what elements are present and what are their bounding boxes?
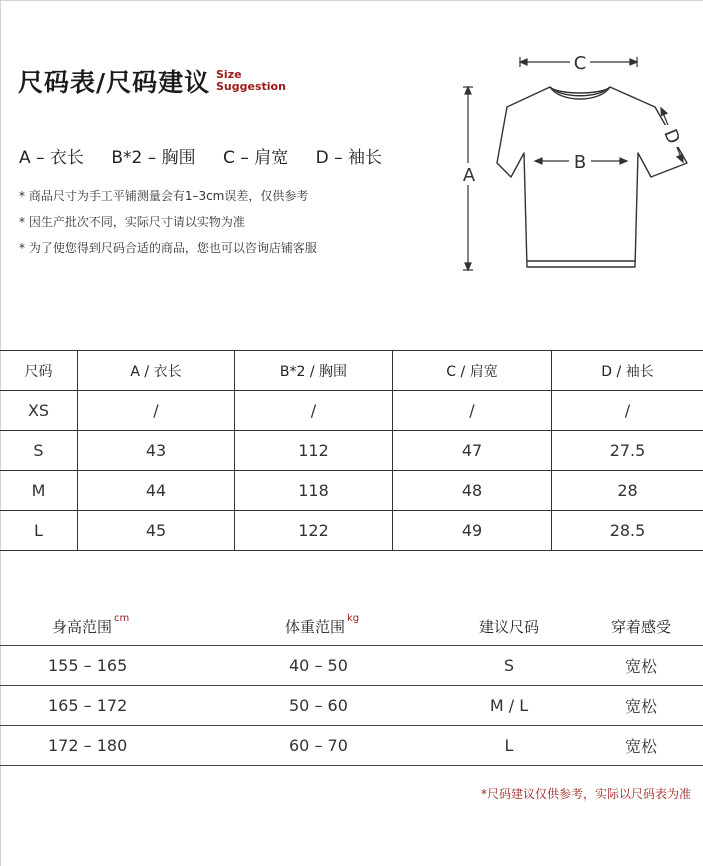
- note-item: * 商品尺寸为手工平铺测量会有1–3cm误差，仅供参考: [19, 189, 309, 203]
- table-cell: 50 – 60: [207, 686, 439, 726]
- page-title-english: [216, 69, 286, 93]
- table-cell: M: [0, 471, 78, 511]
- table-cell: S: [439, 646, 579, 686]
- header-height: 身高范围: [52, 617, 113, 636]
- legend-b: B*2 – 胸围: [111, 148, 196, 168]
- page-border-top: [0, 0, 703, 1]
- table-cell: L: [439, 726, 579, 766]
- table-cell: 宽松: [579, 646, 703, 686]
- header-cell: 建议尺码: [439, 607, 579, 646]
- header-cell: [0, 607, 207, 646]
- tshirt-diagram: [455, 45, 695, 280]
- unit-kg: kg: [347, 612, 360, 624]
- table-cell: 112: [235, 431, 393, 471]
- table-cell: 165 – 172: [0, 686, 207, 726]
- table-cell: 49: [393, 511, 552, 551]
- table-cell: 172 – 180: [0, 726, 207, 766]
- header-weight: 体重范围: [285, 617, 346, 636]
- notes-list: [19, 187, 317, 265]
- size-table: [0, 350, 703, 551]
- table-cell: L: [0, 511, 78, 551]
- title-en-line1: Size: [216, 68, 242, 81]
- header-cell: B*2 / 胸围: [235, 351, 393, 391]
- table-cell: /: [552, 391, 703, 431]
- footnote: *尺码建议仅供参考，实际以尺码表为准: [480, 787, 691, 801]
- table-row: [0, 391, 703, 431]
- page-title: 尺码表/尺码建议: [18, 68, 211, 97]
- table-cell: 宽松: [579, 686, 703, 726]
- table-row: [0, 431, 703, 471]
- table-row: [0, 726, 703, 766]
- title-en-line2: Suggestion: [216, 80, 286, 93]
- table-cell: 118: [235, 471, 393, 511]
- header-cell: 尺码: [0, 351, 78, 391]
- table-row: [0, 511, 703, 551]
- table-cell: 43: [78, 431, 235, 471]
- legend-d: D – 袖长: [315, 148, 383, 168]
- table-cell: 28: [552, 471, 703, 511]
- note-item: * 因生产批次不同，实际尺寸请以实物为准: [19, 215, 245, 229]
- fit-table-header: [0, 607, 703, 646]
- table-cell: M / L: [439, 686, 579, 726]
- fit-table: [0, 607, 703, 766]
- table-cell: 宽松: [579, 726, 703, 766]
- table-cell: 48: [393, 471, 552, 511]
- table-cell: /: [78, 391, 235, 431]
- table-cell: 45: [78, 511, 235, 551]
- table-row: [0, 686, 703, 726]
- table-row: [0, 646, 703, 686]
- table-cell: 40 – 50: [207, 646, 439, 686]
- table-cell: 122: [235, 511, 393, 551]
- tshirt-outline: [497, 87, 687, 267]
- header-cell: D / 袖长: [552, 351, 703, 391]
- table-cell: 47: [393, 431, 552, 471]
- legend-a: A – 衣长: [19, 148, 84, 168]
- header-cell: [207, 607, 439, 646]
- header-cell: A / 衣长: [78, 351, 235, 391]
- header-cell: 穿着感受: [579, 607, 703, 646]
- legend-c: C – 肩宽: [223, 148, 289, 168]
- measurement-legend: [19, 143, 404, 168]
- header-cell: C / 肩宽: [393, 351, 552, 391]
- size-table-header: [0, 351, 703, 391]
- table-cell: /: [393, 391, 552, 431]
- table-cell: 28.5: [552, 511, 703, 551]
- table-cell: 44: [78, 471, 235, 511]
- table-cell: 155 – 165: [0, 646, 207, 686]
- table-cell: 27.5: [552, 431, 703, 471]
- table-cell: XS: [0, 391, 78, 431]
- label-d: D: [659, 126, 684, 147]
- unit-cm: cm: [114, 612, 130, 624]
- table-cell: /: [235, 391, 393, 431]
- label-a: A: [462, 165, 476, 186]
- table-cell: 60 – 70: [207, 726, 439, 766]
- label-b: B: [573, 152, 587, 173]
- table-row: [0, 471, 703, 511]
- note-item: * 为了使您得到尺码合适的商品，您也可以咨询店铺客服: [19, 241, 317, 255]
- label-c: C: [573, 53, 587, 74]
- table-cell: S: [0, 431, 78, 471]
